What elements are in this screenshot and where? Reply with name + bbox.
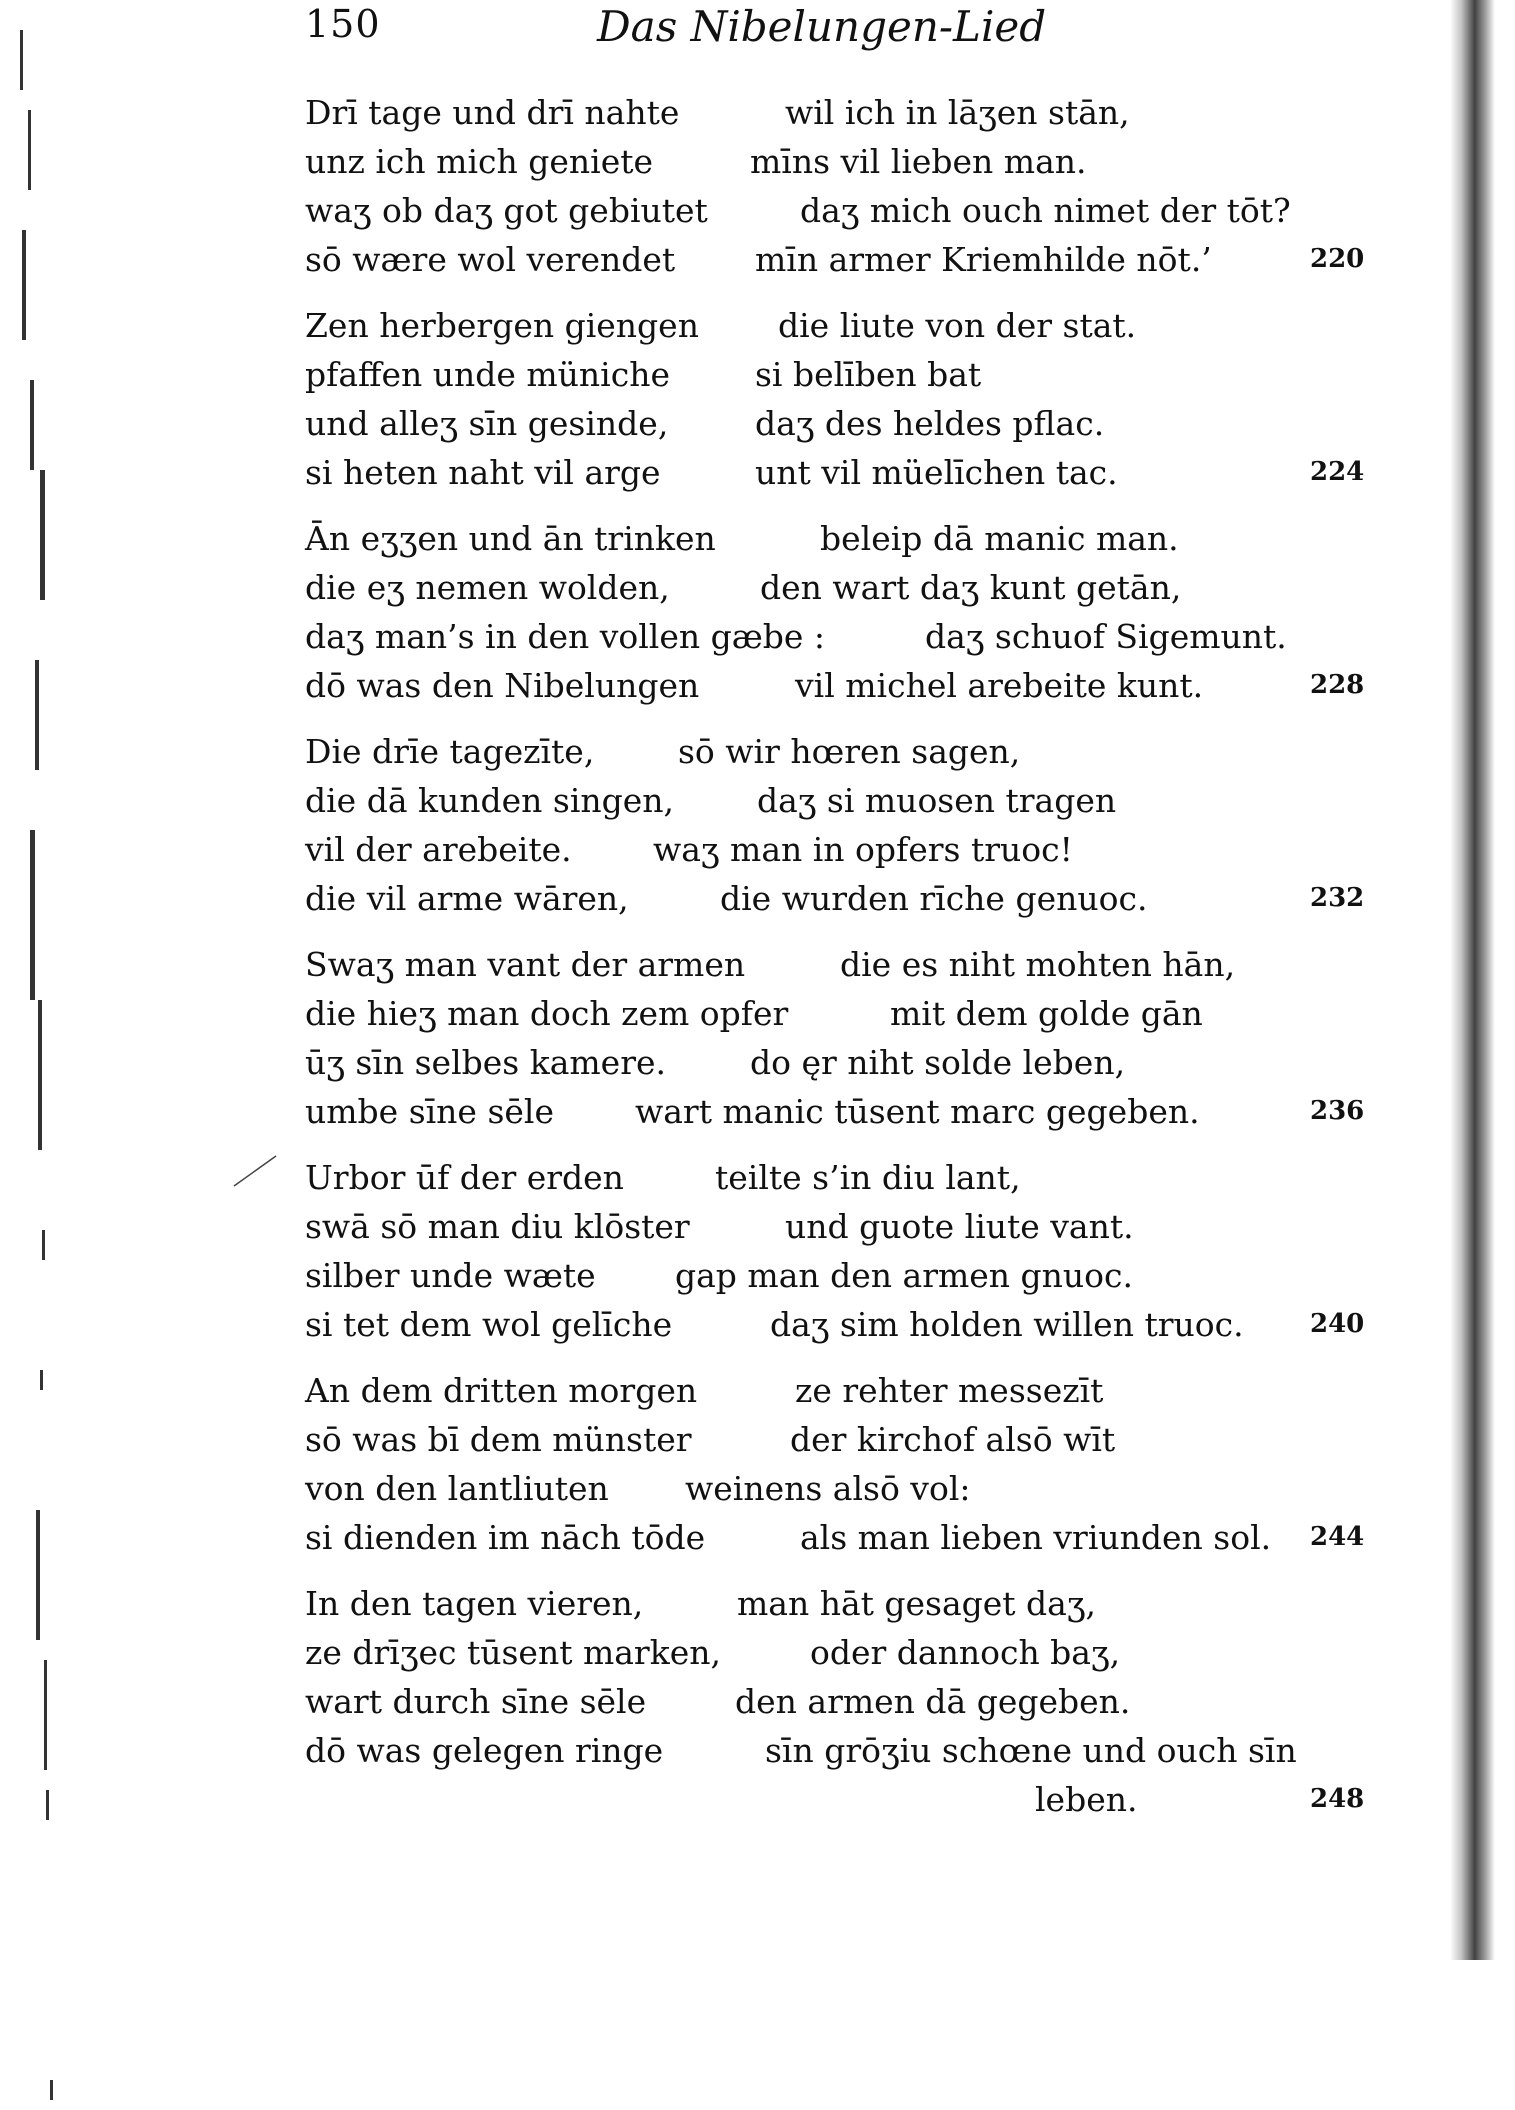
first-half-line: swā sō man diu klōster [305,1207,690,1246]
verse-line [305,1202,1375,1251]
verse-line [305,1726,1375,1775]
second-half-line: unt vil müelīchen tac. [755,453,1118,492]
running-head: Das Nibelungen-Lied [597,2,1047,51]
line-number: 248 [1310,1784,1365,1814]
verse-line [305,1087,1375,1136]
second-half-line: weinens alsō vol: [685,1469,971,1508]
first-half-line: die eʒ nemen wolden, [305,568,670,607]
verse-line [305,1677,1375,1726]
second-half-line: daʒ si muosen tragen [757,781,1117,820]
pencil-stroke-mark [230,1150,280,1190]
verse-line [305,1579,1375,1628]
verse-line [305,727,1375,776]
second-half-line: als man lieben vriunden sol. [800,1518,1272,1557]
first-half-line: ze drīʒec tūsent marken, [305,1633,721,1672]
continuation-text: leben. [1035,1780,1138,1819]
first-half-line: si heten naht vil arge [305,453,661,492]
verse-line [305,350,1375,399]
first-half-line: si tet dem wol gelīche [305,1305,673,1344]
second-half-line: die liute von der stat. [778,306,1137,345]
first-half-line: von den lantliuten [305,1469,609,1508]
first-half-line: sō wære wol verendet [305,240,676,279]
stanza [305,301,1375,497]
page-header [0,2,1515,62]
verse-line [305,301,1375,350]
first-half-line: Urbor ūf der erden [305,1158,624,1197]
second-half-line: mit dem golde gān [890,994,1203,1033]
verse-line [305,88,1375,137]
verse-line [305,448,1375,497]
second-half-line: sīn grōʒiu schœne und ouch sīn [765,1731,1297,1770]
second-half-line: wart manic tūsent marc gegeben. [635,1092,1200,1131]
first-half-line: dō was den Nibelungen [305,666,700,705]
second-half-line: waʒ man in opfers truoc! [653,830,1073,869]
first-half-line: unz ich mich geniete [305,142,654,181]
second-half-line: und guote liute vant. [785,1207,1134,1246]
verse-line [305,612,1375,661]
verse-line [305,563,1375,612]
stanza [305,1579,1375,1824]
verse-line [305,1464,1375,1513]
second-half-line: do ęr niht solde leben, [750,1043,1126,1082]
second-half-line: die es niht mohten hān, [840,945,1236,984]
first-half-line: waʒ ob daʒ got gebiutet [305,191,708,230]
second-half-line: daʒ des heldes pflac. [755,404,1105,443]
second-half-line: sō wir hœren sagen, [678,732,1021,771]
verse-line [305,989,1375,1038]
first-half-line: Ān eʒʒen und ān trinken [305,519,716,558]
second-half-line: mīn armer Kriemhilde nōt.’ [755,240,1212,279]
second-half-line: mīns vil lieben man. [750,142,1087,181]
stanza [305,88,1375,284]
first-half-line: die vil arme wāren, [305,879,629,918]
first-half-line: vil der arebeite. [305,830,572,869]
second-half-line: daʒ mich ouch nimet der tōt? [800,191,1291,230]
verse-line [305,661,1375,710]
second-half-line: den wart daʒ kunt getān, [760,568,1182,607]
first-half-line: Die drīe tagezīte, [305,732,595,771]
verse-line [305,1415,1375,1464]
second-half-line: teilte s’in diu lant, [715,1158,1021,1197]
line-number: 240 [1310,1309,1365,1339]
line-number: 224 [1310,457,1365,487]
second-half-line: der kirchof alsō wīt [790,1420,1116,1459]
stanza [305,1153,1375,1349]
verse-line-continuation [305,1775,1375,1824]
verse-line [305,825,1375,874]
second-half-line: wil ich in lāʒen stān, [785,93,1130,132]
poem-body [305,88,1375,1841]
first-half-line: die dā kunden singen, [305,781,675,820]
verse-line [305,1251,1375,1300]
first-half-line: An dem dritten morgen [305,1371,698,1410]
line-number: 228 [1310,670,1365,700]
first-half-line: Swaʒ man vant der armen [305,945,746,984]
verse-line [305,940,1375,989]
first-half-line: ūʒ sīn selbes kamere. [305,1043,666,1082]
first-half-line: die hieʒ man doch zem opfer [305,994,789,1033]
second-half-line: man hāt gesaget daʒ, [737,1584,1096,1623]
first-half-line: und alleʒ sīn gesinde, [305,404,669,443]
second-half-line: die wurden rīche genuoc. [720,879,1148,918]
stanza [305,1366,1375,1562]
verse-line [305,1366,1375,1415]
second-half-line: gap man den armen gnuoc. [675,1256,1134,1295]
second-half-line: ze rehter messezīt [795,1371,1104,1410]
verse-line [305,1300,1375,1349]
verse-line [305,399,1375,448]
verse-line [305,1628,1375,1677]
first-half-line: In den tagen vieren, [305,1584,644,1623]
second-half-line: beleip dā manic man. [820,519,1179,558]
line-number: 220 [1310,244,1365,274]
line-number: 244 [1310,1522,1365,1552]
verse-line [305,776,1375,825]
verse-line [305,1038,1375,1087]
first-half-line: dō was gelegen ringe [305,1731,664,1770]
second-half-line: vil michel arebeite kunt. [795,666,1204,705]
second-half-line: si belīben bat [755,355,982,394]
verse-line [305,514,1375,563]
stanza [305,940,1375,1136]
stanza [305,514,1375,710]
second-half-line: daʒ schuof Sigemunt. [925,617,1287,656]
line-number: 236 [1310,1096,1365,1126]
page-number: 150 [305,2,381,46]
first-half-line: Zen herbergen giengen [305,306,699,345]
verse-line [305,874,1375,923]
second-half-line: den armen dā gegeben. [735,1682,1131,1721]
verse-line [305,235,1375,284]
binding-shadow [1450,0,1495,1960]
second-half-line: daʒ sim holden willen truoc. [770,1305,1244,1344]
verse-line [305,1513,1375,1562]
verse-line [305,1153,1375,1202]
first-half-line: wart durch sīne sēle [305,1682,647,1721]
first-half-line: daʒ man’s in den vollen gæbe : [305,617,826,656]
first-half-line: sō was bī dem münster [305,1420,692,1459]
line-number: 232 [1310,883,1365,913]
verse-line [305,137,1375,186]
first-half-line: silber unde wæte [305,1256,596,1295]
verse-line [305,186,1375,235]
stanza [305,727,1375,923]
first-half-line: umbe sīne sēle [305,1092,554,1131]
first-half-line: pfaffen unde müniche [305,355,670,394]
first-half-line: Drī tage und drī nahte [305,93,680,132]
second-half-line: oder dannoch baʒ, [810,1633,1121,1672]
first-half-line: si dienden im nāch tōde [305,1518,706,1557]
